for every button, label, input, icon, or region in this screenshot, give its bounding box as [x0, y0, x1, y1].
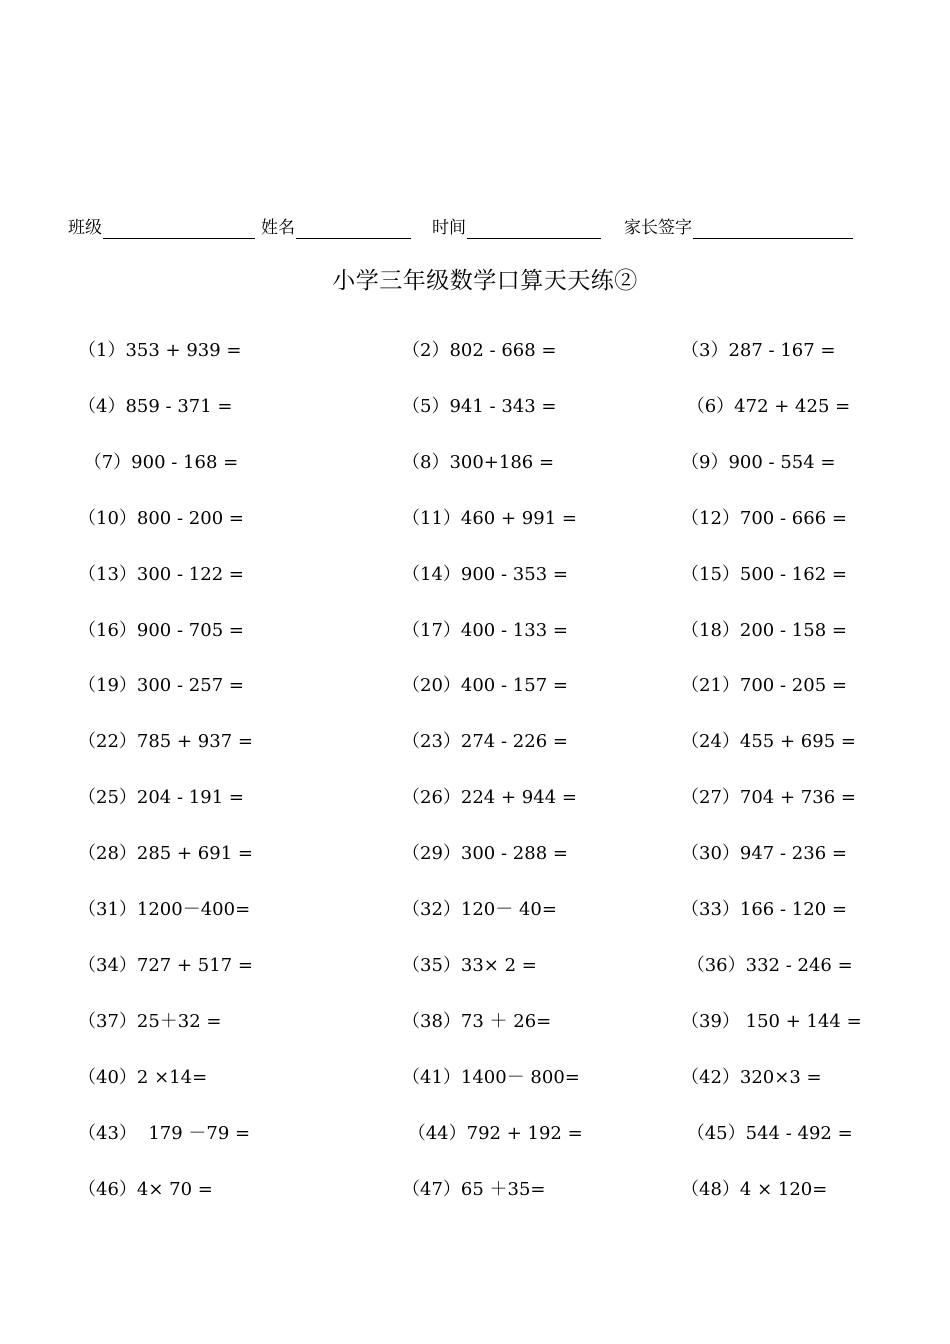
problem-40: （40）2 ×14= [78, 1066, 208, 1088]
problem-8: （8）300+186 = [402, 451, 555, 473]
problem-38: （38）73 ＋ 26= [402, 1010, 552, 1032]
problem-2: （2）802 - 668 = [402, 340, 557, 361]
problem-16: （16）900 - 705 = [78, 619, 244, 641]
problem-35: （35）33× 2 = [402, 954, 537, 976]
time-label: 时间 [432, 218, 466, 238]
problem-23: （23）274 - 226 = [402, 731, 568, 753]
problem-9: （9）900 - 554 = [681, 451, 836, 473]
problem-14: （14）900 - 353 = [402, 563, 568, 585]
class-blank-line[interactable] [103, 216, 255, 239]
problem-15: （15）500 - 162 = [681, 563, 847, 585]
problem-18: （18）200 - 158 = [681, 619, 847, 641]
time-blank-line[interactable] [467, 216, 601, 239]
time-field [432, 213, 601, 239]
header-fields [0, 213, 950, 239]
problem-20: （20）400 - 157 = [402, 675, 568, 697]
problem-13: （13）300 - 122 = [78, 563, 244, 585]
problem-29: （29）300 - 288 = [402, 843, 568, 865]
parent-signature-blank-line[interactable] [693, 216, 853, 239]
problem-1: （1）353 + 939 = [78, 340, 242, 361]
problem-5: （5）941 - 343 = [402, 395, 557, 417]
problem-33: （33）166 - 120 = [681, 899, 847, 920]
problem-31: （31）1200－400= [78, 899, 251, 920]
problem-32: （32）120－ 40= [402, 899, 557, 920]
class-field [68, 213, 255, 239]
problem-43: （43） 179 －79 = [78, 1122, 251, 1144]
problem-37: （37）25＋32 = [78, 1010, 222, 1032]
problem-12: （12）700 - 666 = [681, 507, 847, 529]
name-blank-line[interactable] [296, 216, 411, 239]
problem-4: （4）859 - 371 = [78, 395, 233, 417]
name-label: 姓名 [261, 218, 295, 238]
problem-3: （3）287 - 167 = [681, 340, 836, 361]
problem-11: （11）460 + 991 = [402, 507, 577, 529]
problem-41: （41）1400－ 800= [402, 1066, 580, 1088]
problem-28: （28）285 + 691 = [78, 843, 253, 865]
parent-signature-label: 家长签字 [624, 218, 692, 238]
problem-44: （44）792 + 192 = [402, 1122, 583, 1144]
problem-24: （24）455 + 695 = [681, 731, 856, 753]
problem-39: （39） 150 + 144 = [681, 1010, 862, 1032]
problem-17: （17）400 - 133 = [402, 619, 568, 641]
problem-26: （26）224 + 944 = [402, 787, 577, 809]
problem-10: （10）800 - 200 = [78, 507, 244, 529]
class-label: 班级 [68, 218, 102, 238]
problem-36: （36）332 - 246 = [681, 954, 853, 976]
problem-48: （48）4 × 120= [681, 1178, 828, 1200]
problem-7: （7）900 - 168 = [78, 451, 239, 473]
problem-42: （42）320×3 = [681, 1066, 822, 1088]
parent-signature-field [624, 213, 853, 239]
name-field [261, 213, 411, 239]
problem-34: （34）727 + 517 = [78, 954, 253, 976]
problem-47: （47）65 ＋35= [402, 1178, 546, 1200]
problem-19: （19）300 - 257 = [78, 675, 244, 697]
problem-45: （45）544 - 492 = [681, 1122, 853, 1144]
problem-25: （25）204 - 191 = [78, 787, 244, 809]
problem-46: （46）4× 70 = [78, 1178, 213, 1200]
problem-6: （6）472 + 425 = [681, 395, 851, 417]
problem-30: （30）947 - 236 = [681, 843, 847, 865]
problem-21: （21）700 - 205 = [681, 675, 847, 697]
problem-22: （22）785 + 937 = [78, 731, 253, 753]
problem-27: （27）704 + 736 = [681, 787, 856, 809]
page-title: 小学三年级数学口算天天练② [332, 268, 638, 294]
